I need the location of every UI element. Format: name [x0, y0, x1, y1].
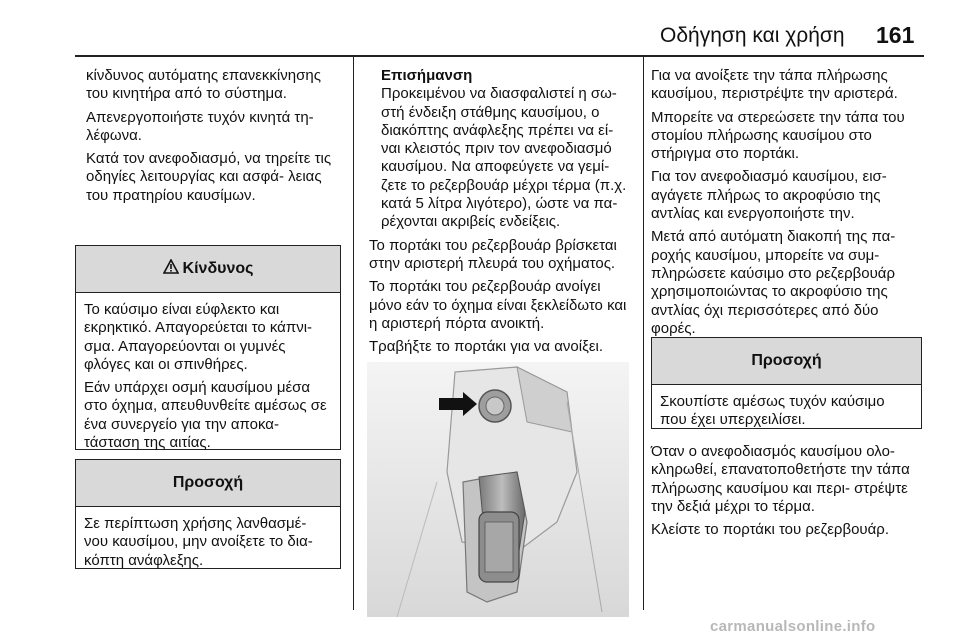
paragraph: Μπορείτε να στερεώσετε την τάπα του στομίου πλήρωσης καυσίμου στο στήριγμα στο πορτάκι.: [651, 108, 905, 163]
column-3-text: [651, 67, 927, 343]
paragraph: Το πορτάκι του ρεζερβουάρ βρίσκεται στην αριστερή πλευρά του οχήματος.: [369, 236, 617, 272]
paragraph: Κλείστε το πορτάκι του ρεζερβουάρ.: [651, 521, 889, 539]
paragraph: Μετά από αυτόματη διακοπή της πα- ροχής καυσίμου, μπορείτε να συμ- πληρώσετε καύσιμο στο ρεζερβουάρ χρησιμοποιώντας το ακροφύσιο της αντλίας όχι περισσότερες από δύο φορές.: [651, 228, 896, 337]
danger-box-title: Κίνδυνος: [182, 260, 254, 277]
header-divider: [75, 55, 924, 57]
section-title: Οδήγηση και χρήση: [660, 24, 845, 47]
watermark: carmanualsonline.info: [710, 618, 876, 635]
paragraph: κίνδυνος αυτόματης επανεκκίνησης του κινητήρα από το σύστημα.: [86, 67, 321, 103]
warning-triangle-icon: [163, 259, 179, 279]
paragraph: Κατά τον ανεφοδιασμό, να τηρείτε τις οδηγίες λειτουργίας και ασφά- λειας του πρατηρίου καυσίμων.: [86, 150, 332, 204]
paragraph: Για τον ανεφοδιασμό καυσίμου, εισ- αγάγετε πλήρως το ακροφύσιο της αντλίας και ενεργοποιήστε την.: [651, 168, 887, 223]
column-divider-2: [643, 57, 644, 610]
note-text: Προκειμένου να διασφαλιστεί η σω- στή ένδειξη στάθμης καυσίμου, ο διακόπτης ανάφλεξης πρέπει να εί- ναι κλειστός πριν τον ανεφοδιασμό καυσίμου. Να αποφεύγετε να γεμί- ζετε το ρεζερβουάρ μέχρι τέρμα (π.χ. κατά 5 λίτρα λιγότερο), ώστε να πα- ρέχονται ακριβείς ενδείξεις.: [381, 85, 627, 231]
danger-box: [75, 245, 341, 450]
paragraph: Σε περίπτωση χρήσης λανθασμέ- νου καυσίμου, μην ανοίξετε το δια- κόπτη ανάφλεξης.: [84, 515, 313, 569]
caution-box: [75, 459, 341, 569]
caution-box-body: [76, 507, 340, 570]
danger-box-body: [76, 293, 340, 452]
paragraph: Όταν ο ανεφοδιασμός καυσίμου ολο- κληρωθεί, επανατοποθετήστε την τάπα πλήρωσης καυσίμου και περι- στρέψτε την δεξιά μέχρι το τέρμα.: [651, 443, 910, 515]
column-1-text: [86, 67, 344, 210]
paragraph: Σκουπίστε αμέσως τυχόν καύσιμο που έχει υπερχειλίσει.: [660, 393, 885, 429]
column-2-text: [369, 67, 635, 361]
page-number: 161: [876, 22, 915, 48]
paragraph: Τραβήξτε το πορτάκι για να ανοίξει.: [369, 338, 604, 356]
paragraph: Εάν υπάρχει οσμή καυσίμου μέσα στο όχημα, απευθυνθείτε αμέσως σε ένα συνεργείο για την αποκα- τάσταση της αιτίας.: [84, 379, 327, 452]
caution-box: [651, 337, 922, 429]
note-title: Επισήμανση: [381, 67, 473, 84]
paragraph: Το πορτάκι του ρεζερβουάρ ανοίγει μόνο εάν το όχημα είναι ξεκλείδωτο και η αριστερή πόρτα ανοικτή.: [369, 278, 627, 332]
column-3-text-bottom: [651, 443, 927, 544]
caution-box-body: [652, 385, 921, 430]
column-divider-1: [353, 57, 354, 610]
paragraph: Το καύσιμο είναι εύφλεκτο και εκρηκτικό. Απαγορεύεται το κάπνι- σμα. Απαγορεύονται οι γυμνές φλόγες και οι σπινθήρες.: [84, 301, 313, 373]
paragraph: Απενεργοποιήστε τυχόν κινητά τη- λέφωνα.: [86, 108, 314, 144]
danger-box-header: [76, 246, 340, 293]
caution-box-header: Προσοχή: [652, 338, 921, 385]
paragraph: Για να ανοίξετε την τάπα πλήρωσης καυσίμου, περιστρέψτε την αριστερά.: [651, 67, 898, 103]
caution-box-header: Προσοχή: [76, 460, 340, 507]
fuel-door-illustration: [367, 362, 629, 617]
note-block: [369, 67, 635, 232]
